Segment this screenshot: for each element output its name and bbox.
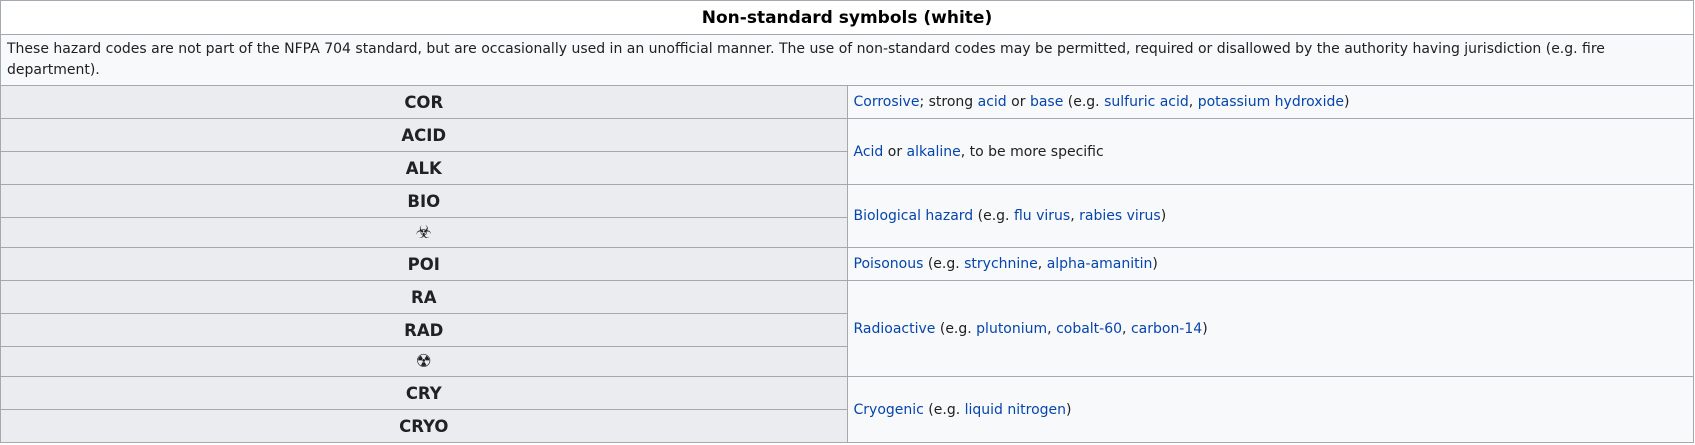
description-text: ; strong: [919, 94, 978, 110]
description-text: ): [1066, 401, 1072, 418]
code-cry: CRY: [1, 377, 848, 410]
table-row-poi: [1, 248, 1694, 281]
description-bio: [847, 185, 1694, 248]
code-cor: COR: [1, 86, 848, 119]
link-liquid-nitrogen[interactable]: liquid nitrogen: [964, 401, 1067, 418]
link-alkaline[interactable]: alkaline: [906, 143, 961, 160]
link-plutonium[interactable]: plutonium: [976, 320, 1048, 337]
link-cryogenic[interactable]: Cryogenic: [853, 401, 924, 418]
table-row-cor: [1, 86, 1694, 119]
radiation-icon: ☢: [1, 347, 848, 377]
description-text: (e.g.: [935, 320, 977, 337]
link-poisonous[interactable]: Poisonous: [853, 256, 924, 272]
link-strychnine[interactable]: strychnine: [964, 256, 1038, 272]
code-ra: RA: [1, 281, 848, 314]
link-acid[interactable]: Acid: [853, 143, 884, 160]
description-rad: [847, 281, 1694, 377]
description-text: ): [1160, 208, 1167, 224]
code-cryo: CRYO: [1, 410, 848, 443]
description-text: ): [1202, 320, 1208, 337]
link-cobalt-60[interactable]: cobalt-60: [1056, 320, 1123, 337]
link-potassium-hydroxide[interactable]: potassium hydroxide: [1197, 94, 1344, 110]
table-row-ra: [1, 281, 1694, 314]
code-rad: RAD: [1, 314, 848, 347]
link-biological-hazard[interactable]: Biological hazard: [853, 208, 974, 224]
description-acid-alk: [847, 119, 1694, 185]
description-text: (e.g.: [973, 208, 1014, 224]
description-poi: [847, 248, 1694, 281]
description-cry: [847, 377, 1694, 443]
description-text: or: [883, 143, 907, 160]
description-cor: [847, 86, 1694, 119]
table-row-cry: [1, 377, 1694, 410]
description-text: ,: [1047, 320, 1057, 337]
link-flu-virus[interactable]: flu virus: [1013, 208, 1071, 224]
table-row-bio: [1, 185, 1694, 218]
description-text: , to be more specific: [960, 143, 1104, 160]
link-radioactive[interactable]: Radioactive: [853, 320, 936, 337]
table-row-acid: [1, 119, 1694, 152]
link-sulfuric-acid[interactable]: sulfuric acid: [1104, 94, 1189, 110]
table-title: Non-standard symbols (white): [1, 1, 1694, 35]
description-text: ): [1343, 94, 1350, 110]
description-text: ,: [1037, 256, 1047, 272]
description-text: (e.g.: [923, 401, 965, 418]
code-alk: ALK: [1, 152, 848, 185]
link-carbon-14[interactable]: carbon-14: [1130, 320, 1203, 337]
description-text: ): [1152, 256, 1158, 272]
code-bio: BIO: [1, 185, 848, 218]
link-acid[interactable]: acid: [977, 94, 1007, 110]
link-alpha-amanitin[interactable]: alpha-amanitin: [1046, 256, 1153, 272]
link-rabies-virus[interactable]: rabies virus: [1079, 208, 1161, 224]
link-base[interactable]: base: [1029, 94, 1064, 110]
description-text: (e.g.: [1063, 94, 1105, 110]
link-corrosive[interactable]: Corrosive: [853, 94, 920, 110]
description-text: ,: [1070, 208, 1080, 224]
description-text: ,: [1188, 94, 1198, 110]
code-poi: POI: [1, 248, 848, 281]
intro-text: These hazard codes are not part of the NFPA 704 standard, but are occasionally used in an unofficial manner. The use of non-standard codes may be permitted, required or disallowed by the authority having jurisdiction (e.g. fire department).: [1, 35, 1694, 86]
biohazard-icon: ☣: [1, 218, 848, 248]
description-text: or: [1006, 94, 1030, 110]
description-text: ,: [1122, 320, 1131, 337]
description-text: (e.g.: [923, 256, 965, 272]
code-acid: ACID: [1, 119, 848, 152]
